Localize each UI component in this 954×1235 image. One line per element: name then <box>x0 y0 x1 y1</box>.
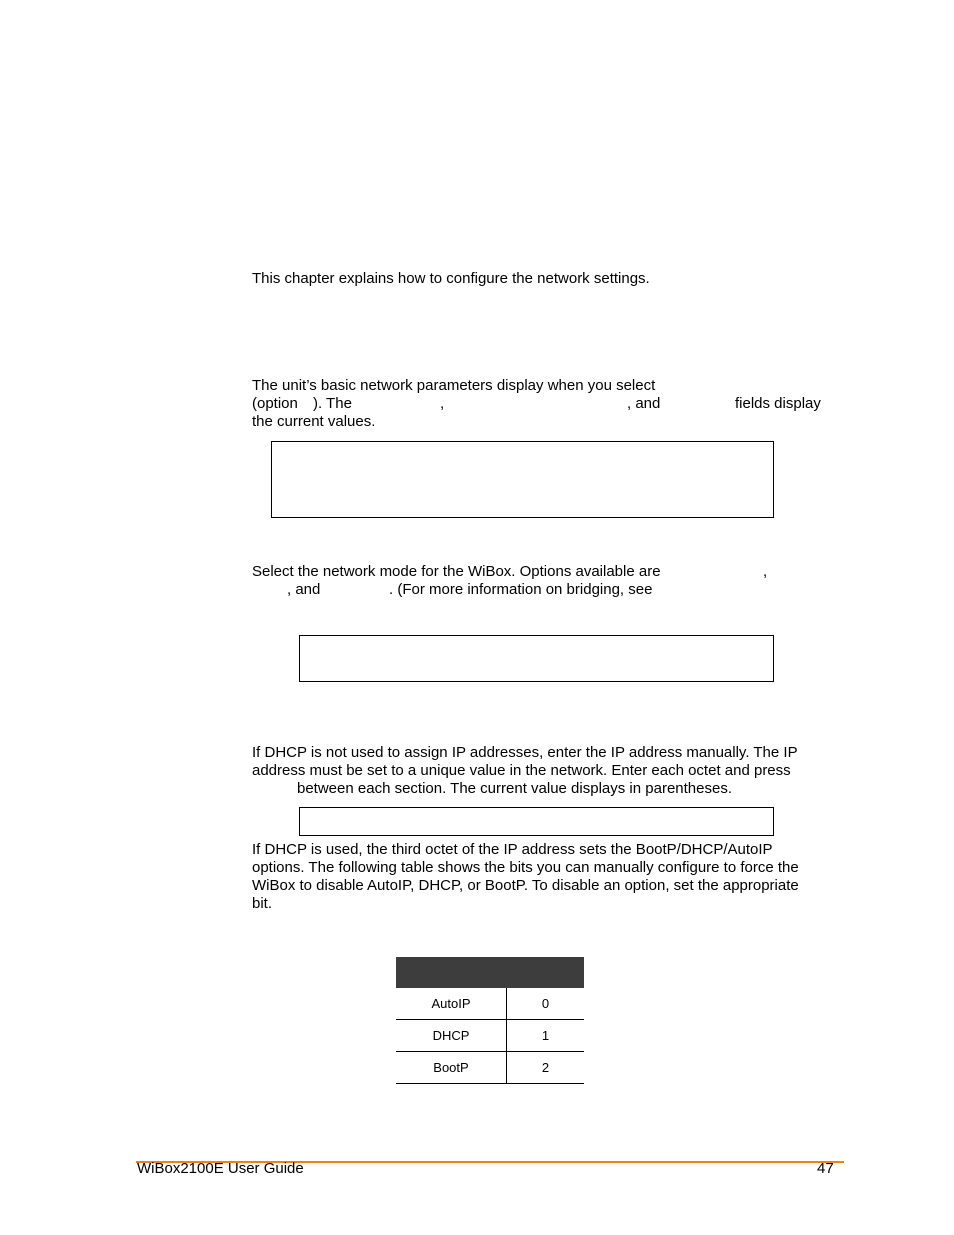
footer-page-number: 47 <box>817 1160 834 1177</box>
network-mode-line1b: , <box>763 563 768 580</box>
option-cell: BootP <box>396 1052 507 1084</box>
bit-cell: 1 <box>507 1020 585 1052</box>
table-row <box>396 1052 584 1084</box>
footer-title: WiBox2100E User Guide <box>137 1160 304 1177</box>
table-row <box>396 1020 584 1052</box>
option-cell: DHCP <box>396 1020 507 1052</box>
ip-address-screen-box <box>299 807 774 836</box>
dhcp-options-line1: If DHCP is used, the third octet of the IP address sets the BootP/DHCP/AutoIP <box>252 841 773 858</box>
bits-table-header <box>396 957 584 988</box>
bit-cell: 2 <box>507 1052 585 1084</box>
basic-params-line2e: fields display <box>735 395 821 412</box>
bits-table-header-option <box>396 957 507 988</box>
ip-address-line3: between each section. The current value displays in parentheses. <box>297 780 732 797</box>
basic-params-line2b: ). The <box>313 395 352 412</box>
option-cell: AutoIP <box>396 988 507 1020</box>
bit-cell: 0 <box>507 988 585 1020</box>
basic-params-line1: The unit’s basic network parameters display when you select <box>252 377 656 394</box>
dhcp-options-line3: WiBox to disable AutoIP, DHCP, or BootP. To disable an option, set the appropriate <box>252 877 799 894</box>
bits-table-header-bit <box>507 957 585 988</box>
network-mode-screen-box <box>299 635 774 682</box>
dhcp-options-line4: bit. <box>252 895 273 912</box>
basic-params-line2a: (option <box>252 395 298 412</box>
network-settings-screen-box <box>271 441 774 518</box>
network-mode-line2a: , and <box>287 581 321 598</box>
table-row <box>396 988 584 1020</box>
basic-params-line3: the current values. <box>252 413 376 430</box>
intro-text: This chapter explains how to configure the network settings. <box>252 270 650 287</box>
bits-table <box>396 957 584 1084</box>
basic-params-line2c: , <box>440 395 445 412</box>
ip-address-line2: address must be set to a unique value in the network. Enter each octet and press <box>252 762 791 779</box>
basic-params-line2d: , and <box>627 395 661 412</box>
network-mode-line1a: Select the network mode for the WiBox. Options available are <box>252 563 661 580</box>
ip-address-line1: If DHCP is not used to assign IP addresses, enter the IP address manually. The IP <box>252 744 798 761</box>
dhcp-options-line2: options. The following table shows the bits you can manually configure to force the <box>252 859 799 876</box>
network-mode-line2b: . (For more information on bridging, see <box>389 581 653 598</box>
